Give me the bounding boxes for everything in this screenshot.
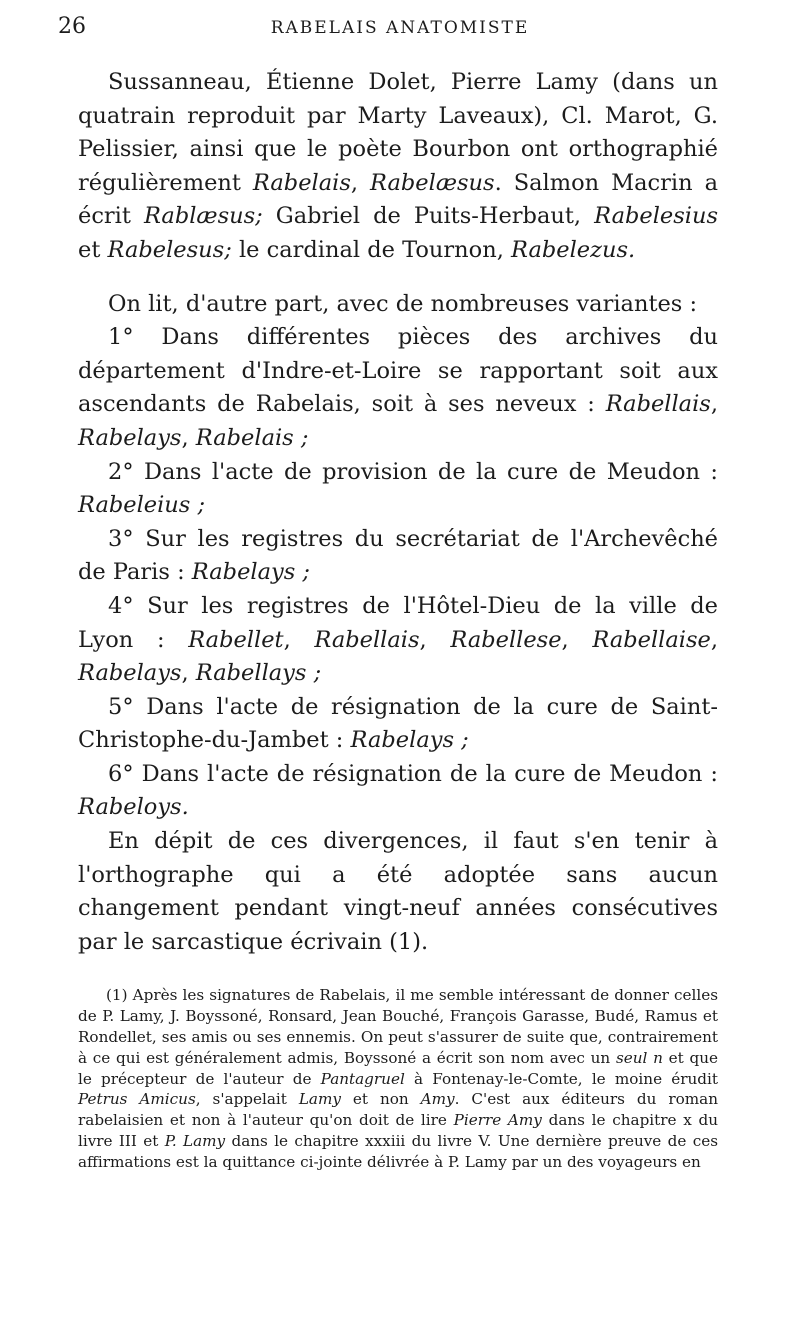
paragraph-p6	[78, 590, 718, 691]
paragraph-p1	[78, 66, 718, 268]
text-run: . Salmon Macrin a écrit	[78, 169, 718, 230]
text-run: le cardinal de Tournon,	[231, 236, 511, 263]
italic-text: Lamy	[298, 1090, 341, 1109]
running-title: RABELAIS ANATOMISTE	[270, 18, 530, 38]
text-run: ,	[350, 169, 371, 196]
italic-text: Rabellais	[314, 626, 420, 653]
italic-text: Rabellays ;	[195, 660, 322, 687]
text-run: ,	[283, 626, 315, 653]
italic-text: Rabelæsus	[370, 169, 495, 196]
text-run: ,	[561, 626, 593, 653]
text-run: . C'est aux éditeurs du roman rabelaisien et non à l'auteur qu'on doit de lire	[78, 1090, 719, 1130]
italic-text: Petrus Amicus	[78, 1090, 196, 1109]
italic-text: P. Lamy	[164, 1132, 226, 1151]
footnote-fn1	[78, 985, 718, 1172]
italic-text: Rabeloys.	[78, 794, 189, 821]
text-run: ,	[419, 626, 451, 653]
italic-text: Rabelesus;	[107, 236, 232, 263]
text-run: dans le chapitre x du livre III et	[78, 1111, 718, 1151]
italic-text: Pantagruel	[320, 1069, 405, 1088]
italic-text: Rabelays	[78, 660, 182, 687]
text-run: 4° Sur les registres de l'Hôtel-Dieu de la ville de Lyon :	[78, 592, 718, 653]
italic-text: Rabelais	[252, 169, 351, 196]
paragraph-p7	[78, 691, 718, 758]
text-run: Sussanneau, Étienne Dolet, Pierre Lamy (dans un quatrain reproduit par Marty Laveaux), Cl. Marot, G. Pelissier, ainsi que le poète Bourbon ont orthographié régulièrement	[78, 69, 718, 196]
paragraph-p2	[78, 288, 718, 322]
page-number: 26	[58, 14, 86, 39]
italic-text: Rabellet	[188, 626, 284, 653]
italic-text: Rabellais	[605, 391, 711, 418]
italic-text: Rablæsus;	[143, 203, 263, 230]
text-run: En dépit de ces divergences, il faut s'en tenir à l'orthographe qui a été adoptée sans aucun changement pendant vingt-neuf années consécutives par le sarcastique écrivain (1).	[78, 828, 718, 955]
text-run: ,	[710, 626, 718, 653]
text-run: et que le précepteur de l'auteur de	[78, 1048, 718, 1088]
text-run: à Fontenay-le-Comte, le moine érudit	[404, 1069, 718, 1088]
italic-text: Rabelezus.	[511, 236, 636, 263]
italic-text: Rabellaise	[592, 626, 711, 653]
text-run: , s'appelait	[195, 1090, 299, 1109]
text-run: (1) Après les signatures de Rabelais, il me semble intéressant de donner celles de P. Lamy, J. Boyssoné, Ronsard, Jean Bouché, François Garasse, Budé, Ramus et Rondellet, ses amis ou ses ennemis. On peut s'assurer de suite que, contrairement à ce qui est généralement admis, Boyssoné a écrit son nom avec un	[78, 986, 718, 1067]
text-run: et	[78, 236, 108, 263]
italic-text: Rabellese	[450, 626, 562, 653]
paragraph-p9	[78, 825, 718, 959]
text-run: 5° Dans l'acte de résignation de la cure de Saint-Christophe-du-Jambet :	[78, 693, 718, 754]
footnotes	[78, 985, 718, 1172]
paragraph-p4	[78, 456, 718, 523]
text-run: 6° Dans l'acte de résignation de la cure de Meudon :	[108, 760, 718, 787]
text-run: 1° Dans différentes pièces des archives du département d'Indre-et-Loire se rapportant soit aux ascendants de Rabelais, soit à ses neveux :	[78, 324, 718, 418]
paragraph-p3	[78, 321, 718, 455]
text-run: dans le chapitre xxxiii du livre V. Une dernière preuve de ces affirmations est la quittance ci-jointe délivrée à P. Lamy par un des voyageurs en	[78, 1132, 718, 1171]
text-run: ,	[710, 391, 718, 418]
running-head	[58, 14, 742, 44]
text-run: et non	[340, 1090, 421, 1109]
main-text	[78, 66, 718, 959]
text-run: ,	[181, 424, 196, 451]
paragraph-p8	[78, 758, 718, 825]
text-run: On lit, d'autre part, avec de nombreuses variantes :	[108, 290, 698, 317]
italic-text: Amy	[420, 1090, 455, 1109]
text-run: 2° Dans l'acte de provision de la cure de Meudon :	[108, 458, 718, 485]
italic-text: Rabelais ;	[195, 424, 309, 451]
italic-text: Pierre Amy	[453, 1111, 542, 1130]
italic-text: seul n	[615, 1048, 663, 1067]
text-run: Gabriel de Puits-Herbaut,	[262, 203, 595, 230]
italic-text: Rabeleius ;	[78, 492, 206, 519]
italic-text: Rabelays ;	[191, 559, 310, 586]
italic-text: Rabelesius	[594, 203, 718, 230]
text-body	[78, 66, 718, 1173]
italic-text: Rabelays	[78, 424, 182, 451]
text-run: ,	[181, 660, 196, 687]
italic-text: Rabelays ;	[350, 727, 469, 754]
text-run: 3° Sur les registres du secrétariat de l'Archevêché de Paris :	[78, 525, 718, 586]
paragraph-p5	[78, 523, 718, 590]
